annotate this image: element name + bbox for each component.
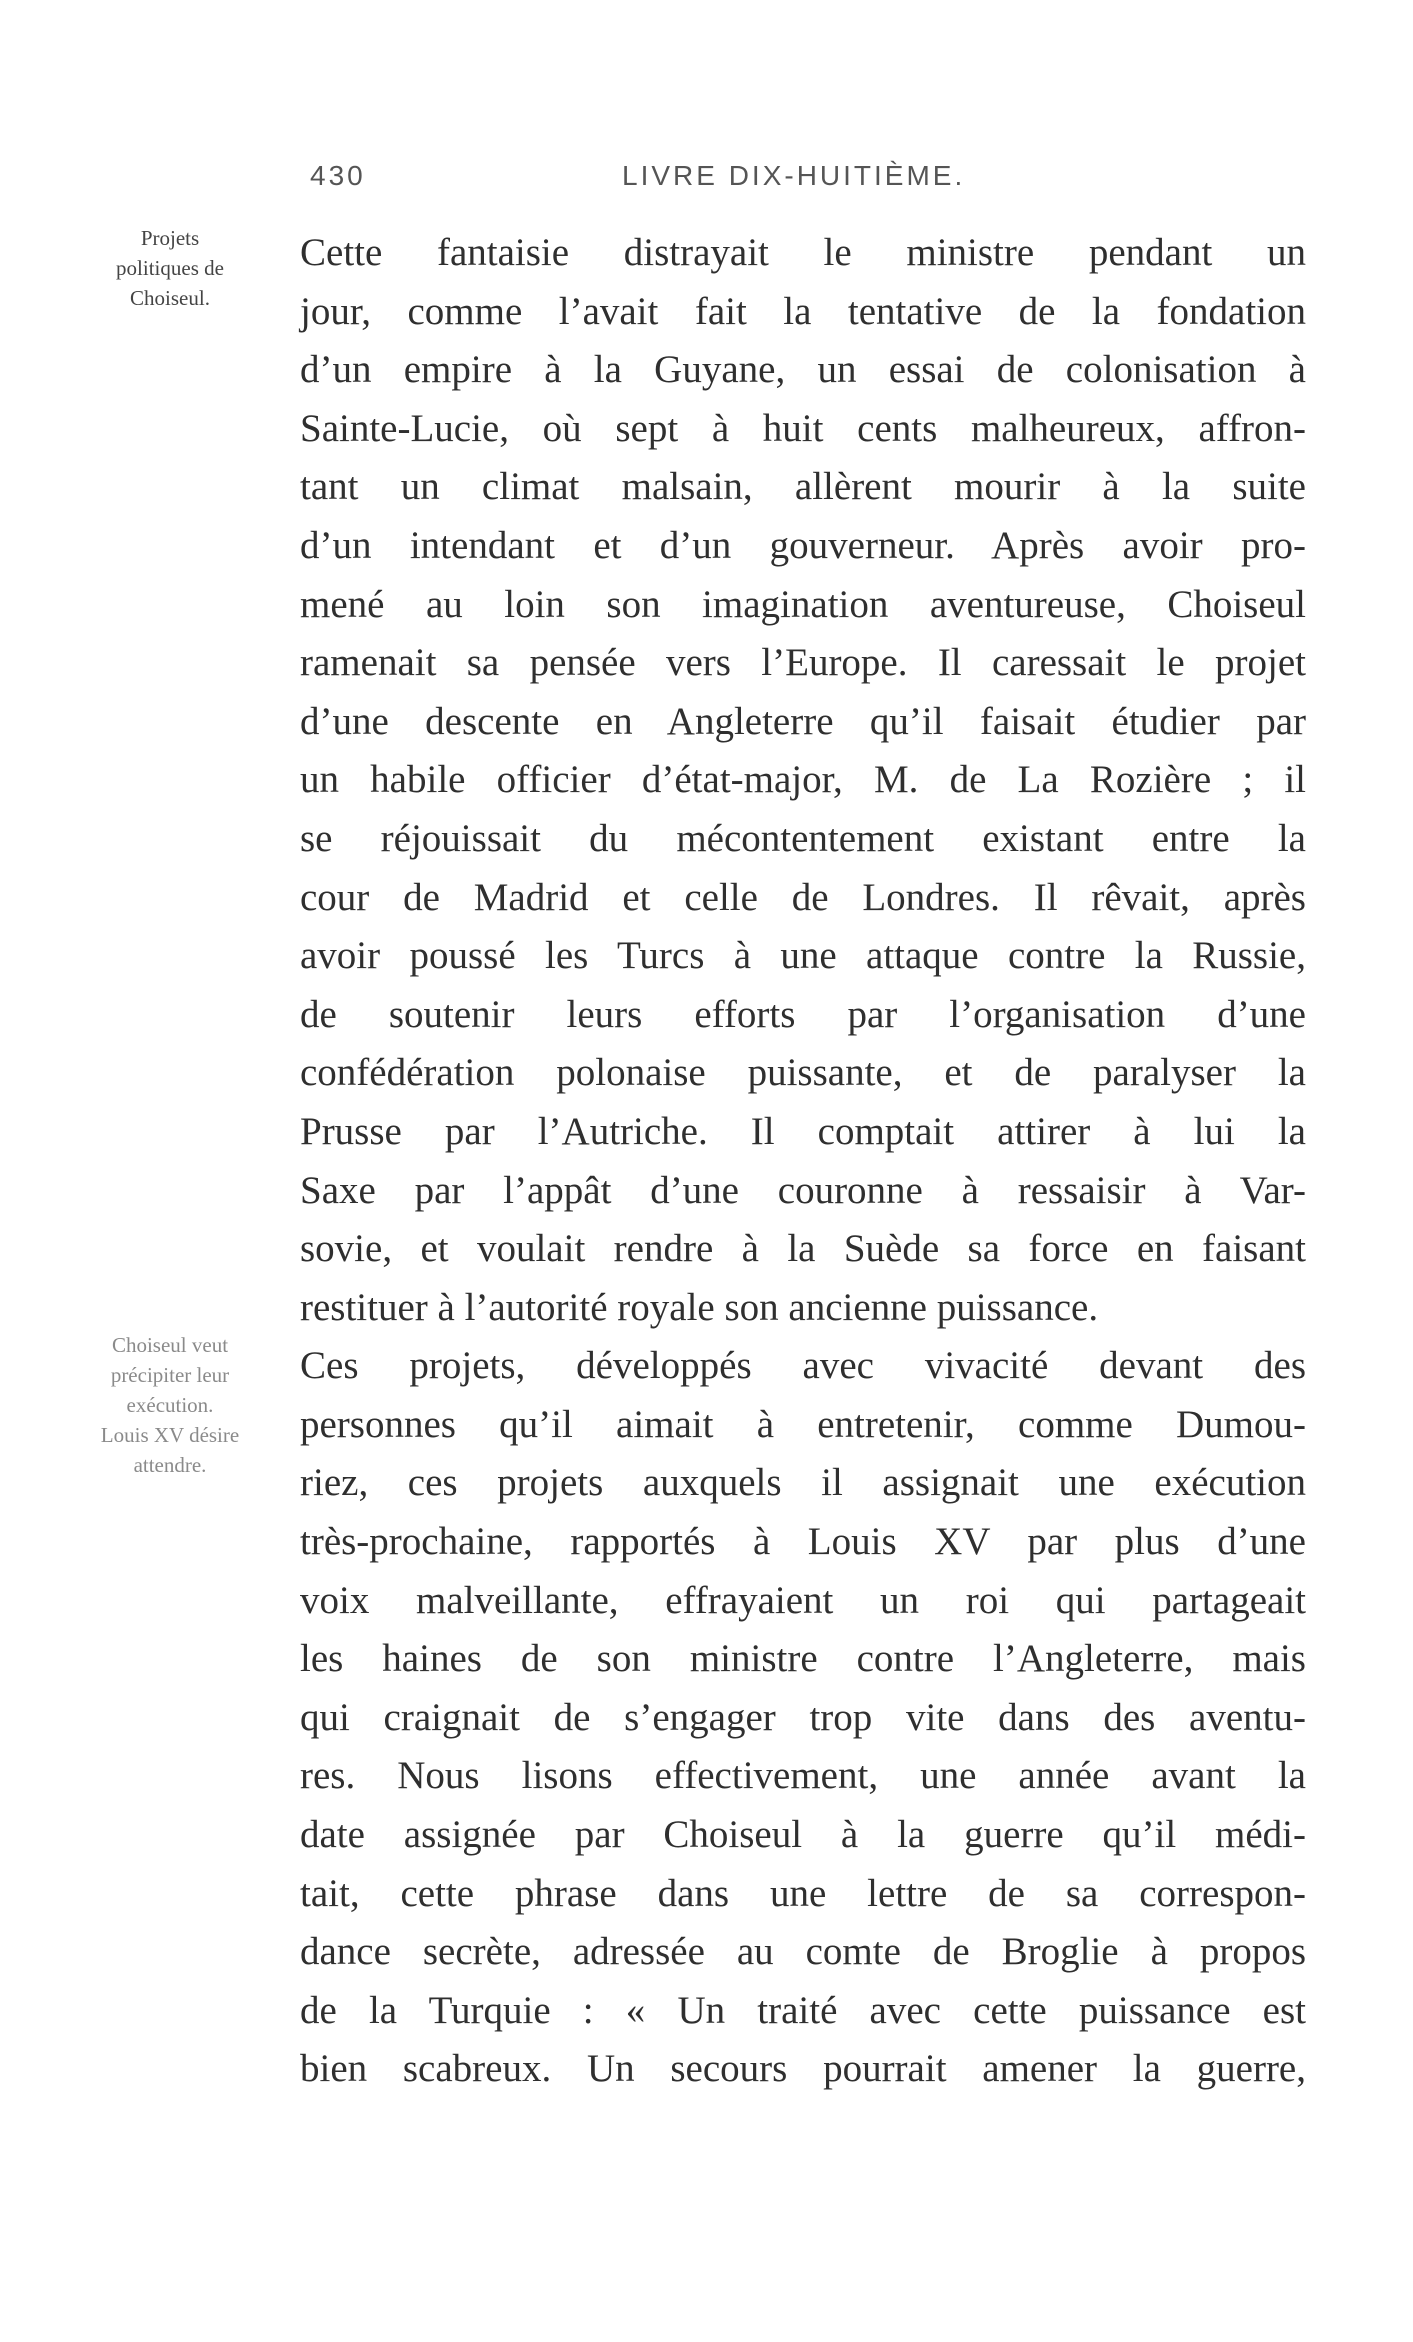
text-line: cour de Madrid et celle de Londres. Il rêvait, après xyxy=(300,875,1306,919)
text-line: Cette fantaisie distrayait le ministre pendant un xyxy=(300,231,1306,274)
margin-note-choiseul-veut xyxy=(70,1330,270,1480)
margin-note-line: précipiter leur xyxy=(110,1363,230,1387)
text-line: restituer à l’autorité royale son ancienne puissance. xyxy=(300,1285,1099,1329)
text-line: tant un climat malsain, allèrent mourir à la suite xyxy=(300,465,1306,509)
text-line: confédération polonaise puissante, et de paralyser la xyxy=(300,1051,1306,1095)
text-line: jour, comme l’avait fait la tentative de la fondation xyxy=(300,289,1306,333)
text-line: Prusse par l’Autriche. Il comptait attirer à lui la xyxy=(300,1109,1306,1153)
page-number: 430 xyxy=(310,160,366,191)
text-line: date assignée par Choiseul à la guerre qu’il médi- xyxy=(300,1813,1306,1857)
text-line: riez, ces projets auxquels il assignait une exécution xyxy=(300,1461,1306,1505)
text-line: les haines de son ministre contre l’Angleterre, mais xyxy=(300,1637,1306,1681)
margin-note-line: Louis XV désire xyxy=(100,1423,240,1447)
text-line: un habile officier d’état-major, M. de La Rozière ; il xyxy=(300,758,1306,802)
running-head xyxy=(300,160,1020,200)
text-line: voix malveillante, effrayaient un roi qui partageait xyxy=(300,1578,1306,1622)
margin-note-line: politiques de xyxy=(116,256,224,280)
text-line: dance secrète, adressée au comte de Broglie à propos xyxy=(300,1930,1306,1974)
margin-note-line: Choiseul. xyxy=(130,286,210,310)
text-line: res. Nous lisons effectivement, une année avant la xyxy=(300,1754,1306,1798)
text-line: ramenait sa pensée vers l’Europe. Il caressait le projet xyxy=(300,641,1306,685)
text-line: sovie, et voulait rendre à la Suède sa force en faisant xyxy=(300,1227,1306,1271)
margin-note-line: Choiseul veut xyxy=(111,1333,229,1357)
text-line: personnes qu’il aimait à entretenir, comme Dumou- xyxy=(300,1402,1306,1446)
text-line: très-prochaine, rapportés à Louis XV par plus d’une xyxy=(300,1520,1306,1564)
text-line: d’un empire à la Guyane, un essai de colonisation à xyxy=(300,348,1306,392)
text-line: avoir poussé les Turcs à une attaque contre la Russie, xyxy=(300,934,1306,978)
margin-note-line: Projets xyxy=(140,226,200,250)
text-line: de la Turquie : « Un traité avec cette puissance est xyxy=(300,1988,1306,2032)
text-line: d’une descente en Angleterre qu’il faisait étudier par xyxy=(300,699,1306,743)
margin-note-projets xyxy=(70,223,270,313)
text-line: Saxe par l’appât d’une couronne à ressaisir à Var- xyxy=(300,1168,1306,1212)
text-line: mené au loin son imagination aventureuse, Choiseul xyxy=(300,582,1306,626)
text-line: Ces projets, développés avec vivacité devant des xyxy=(300,1344,1306,1388)
running-title: LIVRE DIX-HUITIÈME. xyxy=(622,160,966,191)
text-line: qui craignait de s’engager trop vite dans des aventu- xyxy=(300,1695,1306,1739)
margin-note-line: attendre. xyxy=(133,1453,207,1477)
text-line: d’un intendant et d’un gouverneur. Après avoir pro- xyxy=(300,523,1306,567)
margin-note-line: exécution. xyxy=(126,1393,214,1417)
text-line: bien scabreux. Un secours pourrait amener la guerre, xyxy=(300,2047,1306,2091)
text-line: Sainte-Lucie, où sept à huit cents malheureux, affron- xyxy=(300,406,1306,450)
text-line: tait, cette phrase dans une lettre de sa correspon- xyxy=(300,1871,1306,1915)
text-line: de soutenir leurs efforts par l’organisation d’une xyxy=(300,992,1306,1036)
text-line: se réjouissait du mécontentement existant entre la xyxy=(300,816,1306,860)
body-text xyxy=(300,224,1306,2099)
